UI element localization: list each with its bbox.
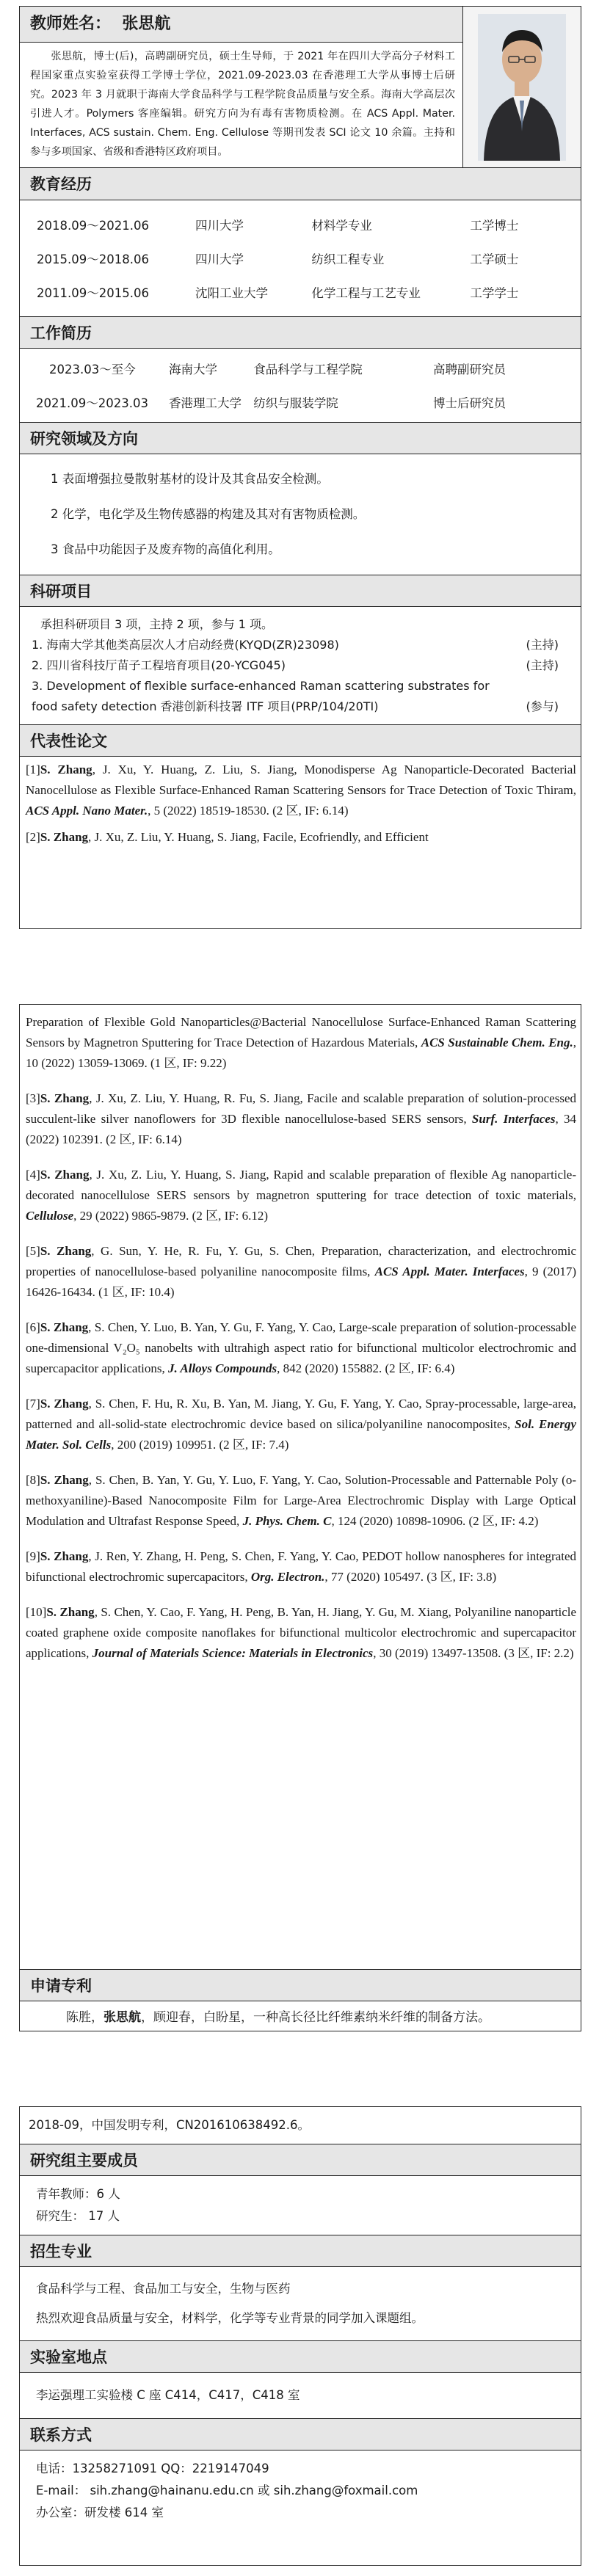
- patent-continued: 2018-09，中国发明专利，CN201610638492.6。: [29, 2118, 311, 2132]
- team-teachers: 青年教师：6 人: [36, 2187, 120, 2201]
- list-item: 1. 海南大学其他类高层次人才启动经费(KYQD(ZR)23098) (主持): [32, 638, 559, 652]
- table-row: 2015.09～2018.06 四川大学 纺织工程专业 工学硕士: [37, 252, 519, 266]
- patent-header: 申请专利: [20, 1969, 581, 2001]
- list-item: 3 食品中功能因子及废弃物的高值化利用。: [51, 542, 280, 556]
- teacher-bio: 张思航，博士(后)，高聘副研究员，硕士生导师，于 2021 年在四川大学高分子材料工程国家重点实验室获得工学博士学位，2021.09-2023.03 在香港理工大学从事博士后研究。2023 年 3 月就职于海南大学食品科学与工程学院食品质量与安全系。海南大学高层次引进人才。Polymers 客座编辑。研究方向为有毒有害物质检测。在 ACS Appl. Mater. Interfaces, ACS sustain. Chem. Eng. Cellulose 等期刊发表 SCI 论文 10 余篇。主持和参与多项国家、省级和香港特区政府项目。: [30, 51, 455, 158]
- work-header: 工作简历: [20, 316, 581, 349]
- list-item: 2 化学，电化学及生物传感器的构建及其对有害物质检测。: [51, 507, 366, 521]
- patent-line: 陈胜，张思航，顾迎春，白盼星，一种高长径比纤维素纳米纤维的制备方法。: [66, 2010, 490, 2025]
- table-row: 2023.03～至今 海南大学 食品科学与工程学院 高聘副研究员: [49, 363, 506, 376]
- projects-header: 科研项目: [20, 575, 581, 607]
- lab-header: 实验室地点: [20, 2340, 581, 2373]
- projects-section: [20, 607, 581, 724]
- paper-item: [7]S. Zhang, S. Chen, F. Hu, R. Xu, B. Yan, M. Jiang, Y. Gu, F. Yang, Y. Cao, Spray-processable, large-area, patterned and all-solid-state electrochromic device based on silica/polyaniline nanocomposites, Sol. Energy Mater. Sol. Cells, 200 (2019) 109951. (2 区, IF: 7.4): [26, 1397, 576, 1452]
- paper-item: [5]S. Zhang, G. Sun, Y. He, R. Fu, Y. Gu, S. Chen, Preparation, characterization, and electrochromic properties of nanocellulose-based polyaniline nanocomposite films, ACS Appl. Mater. Interfaces, 9 (2017) 16426-16434. (1 区, IF: 10.4): [26, 1244, 576, 1299]
- papers-header: 代表性论文: [20, 724, 581, 757]
- recruit-section: [20, 2267, 581, 2340]
- portrait-image: [478, 14, 566, 161]
- paper-list: [20, 1085, 581, 1667]
- contact-phone: 电话：13258271091 QQ：2219147049: [36, 2462, 269, 2475]
- email-link-2[interactable]: sih.zhang@foxmail.com: [273, 2484, 418, 2497]
- cv-page-3: [19, 2106, 581, 2566]
- recruit-majors: 食品科学与工程、食品加工与安全，生物与医药: [36, 2282, 291, 2296]
- teacher-name-header: [20, 7, 462, 43]
- contact-section: [20, 2451, 581, 2531]
- contact-office: 办公室：研发楼 614 室: [36, 2506, 164, 2519]
- cv-page-2: [19, 1004, 581, 2031]
- research-section: [20, 454, 581, 575]
- paper-item: [10]S. Zhang, S. Chen, Y. Cao, F. Yang, H. Peng, B. Yan, H. Jiang, Y. Gu, M. Xiang, Polyaniline nanoparticle coated graphene oxide composite nanoflakes for bifunctional multicolor electrochromic and supercapacitor applications, Journal of Materials Science: Materials in Electronics, 30 (2019) 13497-13508. (3 区, IF: 2.2): [26, 1605, 577, 1660]
- table-row: 2018.09～2021.06 四川大学 材料学专业 工学博士: [37, 219, 519, 233]
- paper-item: [2]S. Zhang, J. Xu, Z. Liu, Y. Huang, S. Jiang, Facile, Ecofriendly, and Efficient: [26, 830, 429, 844]
- contact-email: E-mail： sih.zhang@hainanu.edu.cn 或 sih.zhang@foxmail.com: [36, 2484, 418, 2497]
- teacher-photo: [462, 7, 581, 167]
- paper-item: [3]S. Zhang, J. Xu, Z. Liu, Y. Huang, R. Fu, S. Jiang, Facile and scalable preparation of solution-processed succulent-like silver nanoflowers for 3D flexible nanocellulose-based SERS sensors, Surf. Interfaces, 34 (2022) 102391. (2 区, IF: 6.14): [26, 1091, 576, 1146]
- table-row: 2021.09～2023.03 香港理工大学 纺织与服装学院 博士后研究员: [36, 396, 506, 410]
- teacher-name: 张思航: [122, 15, 171, 33]
- table-row: 2011.09～2015.06 沈阳工业大学 化学工程与工艺专业 工学学士: [37, 286, 519, 300]
- paper-item: Preparation of Flexible Gold Nanoparticles@Bacterial Nanocellulose Surface-Enhanced Raman Scattering Sensors by Magnetron Sputtering for Trace Detection of Hazardous Materials, ACS Sustainable Chem. Eng., 10 (2022) 13059-13069. (1 区, IF: 9.22): [26, 1015, 576, 1070]
- name-label: 教师姓名：: [30, 15, 112, 33]
- papers-section-2: [20, 1005, 581, 1667]
- paper-item: [4]S. Zhang, J. Xu, Z. Liu, Y. Huang, S. Jiang, Rapid and scalable preparation of flexible Ag nanoparticle-decorated nanocellulose SERS sensors by magnetron sputtering for trace detection of toxic materials, Cellulose, 29 (2022) 9865-9879. (2 区, IF: 6.12): [26, 1168, 576, 1223]
- paper-item: [1]S. Zhang, J. Xu, Y. Huang, Z. Liu, S. Jiang, Monodisperse Ag Nanoparticle-Decorated Bacterial Nanocellulose as Flexible Surface-Enhanced Raman Scattering Sensors for Trace Detection of Toxic Thiram, ACS Appl. Nano Mater., 5 (2022) 18519-18530. (2 区, IF: 6.14): [26, 763, 577, 818]
- recruit-welcome: 热烈欢迎食品质量与安全，材料学，化学等专业背景的同学加入课题组。: [36, 2311, 424, 2325]
- list-item: 1 表面增强拉曼散射基材的设计及其食品安全检测。: [51, 472, 329, 486]
- education-table: [36, 208, 564, 309]
- paper-item: [8]S. Zhang, S. Chen, B. Yan, Y. Gu, Y. Luo, F. Yang, Y. Cao, Solution-Processable and Patternable Poly (o-methoxyaniline)-Based Nanocomposite Film for Large-Area Electrochromic Display with Large Optical Modulation and Ultrafast Response Speed, J. Phys. Chem. C, 124 (2020) 10898-10906. (2 区, IF: 4.2): [26, 1473, 577, 1528]
- recruit-header: 招生专业: [20, 2235, 581, 2267]
- team-section: [20, 2176, 581, 2235]
- team-students: 研究生： 17 人: [36, 2209, 120, 2223]
- list-item: 3. Development of flexible surface-enhanced Raman scattering substrates for food safety detection 香港创新科技署 ITF 项目(PRP/104/20TI) (参与): [32, 679, 559, 713]
- contact-header: 联系方式: [20, 2418, 581, 2451]
- papers-section-1: [20, 757, 581, 851]
- cv-page-1: [19, 6, 581, 929]
- projects-summary: 承担科研项目 3 项，主持 2 项，参与 1 项。: [40, 617, 274, 631]
- research-header: 研究领域及方向: [20, 422, 581, 454]
- education-section: [20, 200, 581, 316]
- education-header: 教育经历: [20, 168, 581, 200]
- profile-block: [20, 7, 581, 168]
- work-table: [36, 352, 564, 419]
- paper-item: [6]S. Zhang, S. Chen, Y. Luo, B. Yan, Y. Gu, F. Yang, Y. Cao, Large-scale preparation of solution-processable one-dimensional V₂O₅ nanobelts with ultrahigh aspect ratio for bifunctional multicolor electrochromic and supercapacitor applications, J. Alloys Compounds, 842 (2020) 155882. (2 区, IF: 6.4): [26, 1320, 577, 1375]
- work-section: [20, 349, 581, 422]
- lab-address: 李运强理工实验楼 C 座 C414，C417，C418 室: [36, 2388, 300, 2402]
- profile-text: [20, 7, 462, 167]
- paper-item: [9]S. Zhang, J. Ren, Y. Zhang, H. Peng, S. Chen, F. Yang, Y. Cao, PEDOT hollow nanospheres for integrated bifunctional electrochromic supercapacitors, Org. Electron., 77 (2020) 105497. (3 区, IF: 3.8): [26, 1549, 577, 1584]
- email-link-1[interactable]: sih.zhang@hainanu.edu.cn: [90, 2484, 254, 2497]
- list-item: 2. 四川省科技厅苗子工程培育项目(20-YCG045) (主持): [32, 658, 559, 672]
- team-header: 研究组主要成员: [20, 2144, 581, 2176]
